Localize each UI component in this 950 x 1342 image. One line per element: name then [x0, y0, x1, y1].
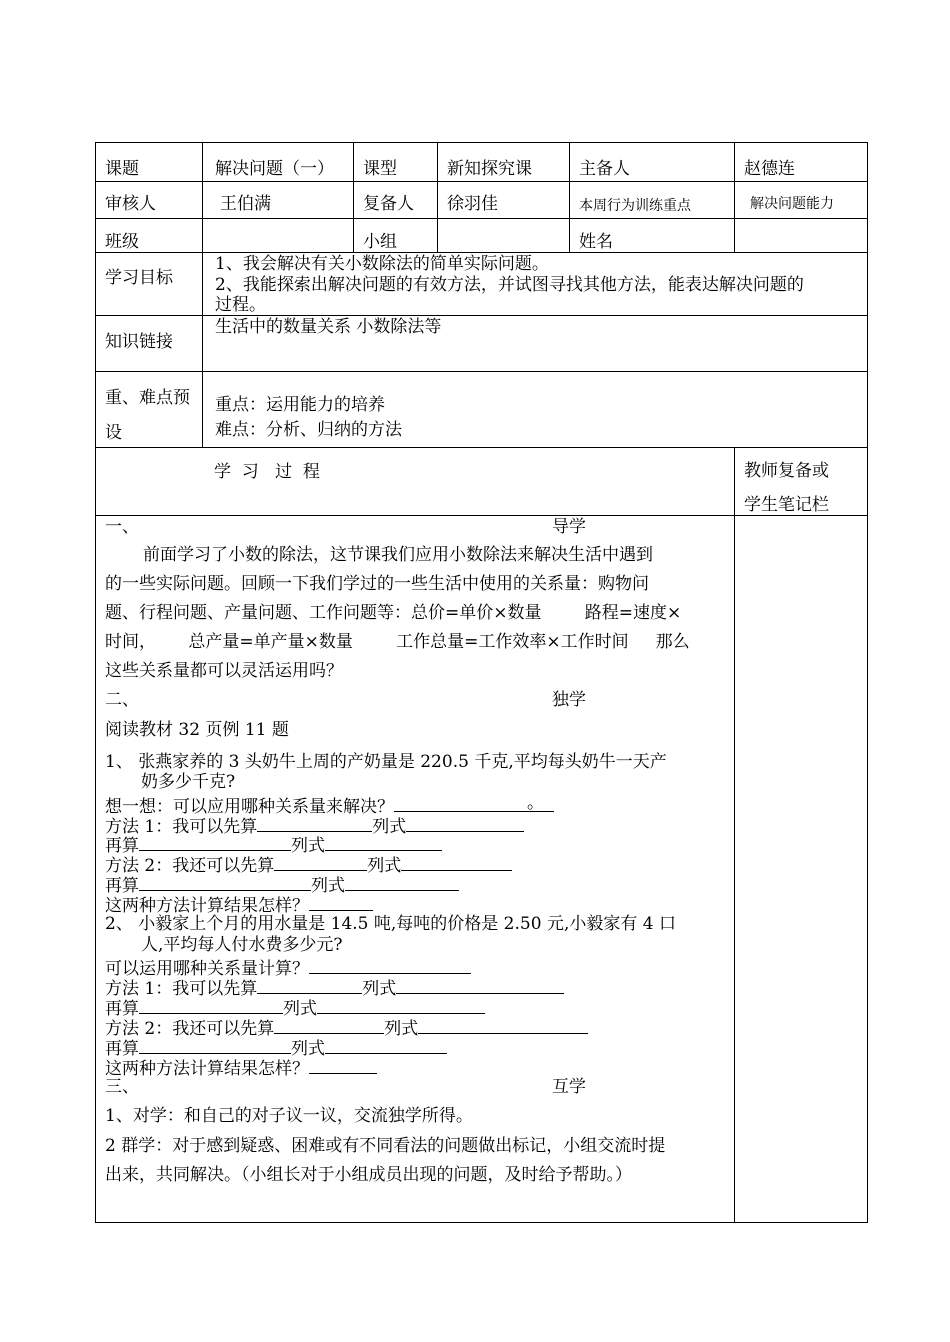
q1-think-period: 。 [527, 793, 544, 813]
row-divider [95, 315, 868, 316]
q2-method-1-formula-label: 列式 [362, 979, 397, 999]
q1-method-2-formula-label: 列式 [367, 856, 402, 876]
value-co-preparer: 徐羽佳 [447, 194, 498, 214]
q2-which-blank[interactable] [309, 957, 471, 974]
goal-2-cont: 过程。 [215, 295, 266, 315]
q1-method-1-then-row [105, 834, 442, 856]
q2-method-2-label: 方法 2：我还可以先算 [105, 1019, 275, 1039]
q2-method-1-then-row [105, 997, 485, 1019]
difficult-point: 难点：分析、归纳的方法 [215, 420, 402, 440]
column-divider [734, 142, 735, 252]
label-reviewer: 审核人 [105, 194, 156, 214]
q2-compare-row [105, 1057, 377, 1079]
intro-line-5: 这些关系量都可以灵活运用吗？ [105, 661, 343, 681]
column-divider [569, 142, 570, 252]
q1-think-row [105, 795, 554, 817]
q2-method-2-formula-label: 列式 [384, 1019, 419, 1039]
q1-method-1-blank[interactable] [257, 815, 372, 832]
value-main-preparer: 赵德连 [744, 159, 795, 179]
label-weekly-focus: 本周行为训练重点 [579, 198, 691, 214]
row-divider [95, 181, 868, 182]
label-knowledge-links: 知识链接 [105, 332, 173, 352]
label-co-preparer: 复备人 [363, 194, 414, 214]
q1-method-1-formula-label: 列式 [372, 817, 407, 837]
label-key-points: 重、难点预 [105, 388, 190, 408]
q2-which-row [105, 957, 471, 979]
q1-method-1-label: 方法 1：我可以先算 [105, 817, 258, 837]
q2-then-blank[interactable] [139, 997, 283, 1014]
q2-method-2-row [105, 1017, 588, 1039]
q2-then-formula-blank[interactable] [317, 997, 485, 1014]
section-2-title: 独学 [552, 690, 586, 710]
question-1: 1、 张燕家养的 3 头奶牛上周的产奶量是 220.5 千克,平均每头奶牛一天产 [105, 752, 667, 772]
q2-method-1-row [105, 977, 564, 999]
q1-method-2-then-row [105, 874, 459, 896]
intro-line-1: 前面学习了小数的除法，这节课我们应用小数除法来解决生活中遇到 [143, 545, 653, 565]
label-main-preparer: 主备人 [579, 159, 630, 179]
row-divider [95, 218, 868, 219]
q2-then-formula-label: 列式 [283, 999, 317, 1019]
q2-method-2-formula-blank[interactable] [418, 1017, 588, 1034]
label-topic: 课题 [105, 159, 139, 179]
q2-method-2-blank[interactable] [274, 1017, 384, 1034]
intro-line-3: 题、行程问题、产量问题、工作问题等：总价=单价×数量 路程=速度× [105, 603, 682, 623]
q1-then-formula-blank[interactable] [325, 834, 442, 851]
value-weekly-focus: 解决问题能力 [750, 196, 834, 212]
notes-column-title: 教师复备或 [744, 461, 829, 481]
q2-method-1-formula-blank[interactable] [396, 977, 564, 994]
q1-think-prompt: 想一想：可以应用哪种关系量来解决？ [105, 797, 394, 817]
column-divider [353, 142, 354, 252]
intro-line-4: 时间， 总产量=单产量×数量 工作总量=工作效率×工作时间 那么 [105, 632, 690, 652]
section-1-number: 一、 [105, 517, 139, 537]
goal-2: 2、我能探索出解决问题的有效方法，并试图寻找其他方法，能表达解决问题的 [215, 275, 804, 295]
label-group: 小组 [363, 232, 397, 252]
notes-column-divider [734, 447, 735, 1223]
row-divider [95, 447, 868, 448]
q2-then-label: 再算 [105, 999, 139, 1019]
q1-then-2-formula-blank[interactable] [345, 874, 459, 891]
process-title: 学 习 过 程 [214, 462, 320, 482]
label-learning-goals: 学习目标 [105, 268, 173, 288]
notes-column-title-cont: 学生笔记栏 [744, 495, 829, 515]
q1-method-1-formula-blank[interactable] [406, 815, 524, 832]
question-2: 2、 小毅家上个月的用水量是 14.5 吨,每吨的价格是 2.50 元,小毅家有 4 口 [105, 914, 676, 934]
column-divider [437, 142, 438, 252]
q2-method-1-label: 方法 1：我可以先算 [105, 979, 258, 999]
section-2-number: 二、 [105, 690, 139, 710]
q2-which-prompt: 可以运用哪种关系量计算？ [105, 959, 309, 979]
q2-then-2-formula-blank[interactable] [325, 1037, 447, 1054]
q2-compare-blank[interactable] [309, 1057, 377, 1074]
group-learning-cont: 出来，共同解决。（小组长对于小组成员出现的问题，及时给予帮助。） [105, 1165, 632, 1185]
label-lesson-type: 课型 [363, 159, 397, 179]
q1-then-blank[interactable] [139, 834, 291, 851]
group-learning: 2 群学：对于感到疑惑、困难或有不同看法的问题做出标记，小组交流时提 [105, 1136, 666, 1156]
column-divider [202, 142, 203, 447]
q2-method-1-blank[interactable] [257, 977, 362, 994]
reading-assignment: 阅读教材 32 页例 11 题 [105, 720, 289, 740]
label-class: 班级 [105, 232, 139, 252]
q2-compare-label: 这两种方法计算结果怎样？ [105, 1059, 309, 1079]
q1-then-label: 再算 [105, 836, 139, 856]
q1-think-blank[interactable] [394, 795, 554, 812]
q1-then-2-blank[interactable] [139, 874, 311, 891]
q1-then-2-formula-label: 列式 [311, 876, 345, 896]
q1-compare-row [105, 894, 373, 916]
intro-line-2: 的一些实际问题。回顾一下我们学过的一些生活中使用的关系量：购物问 [105, 574, 649, 594]
goal-1: 1、我会解决有关小数除法的简单实际问题。 [215, 254, 549, 274]
q2-then-2-blank[interactable] [139, 1037, 291, 1054]
q1-method-2-formula-blank[interactable] [401, 854, 512, 871]
q1-compare-blank[interactable] [309, 894, 373, 911]
question-1-cont: 奶多少千克? [141, 772, 236, 792]
q2-method-2-then-row [105, 1037, 447, 1059]
section-3-title: 互学 [552, 1077, 586, 1097]
label-name: 姓名 [579, 232, 613, 252]
q1-then-formula-label: 列式 [291, 836, 325, 856]
peer-learning: 1、对学：和自己的对子议一议，交流独学所得。 [105, 1106, 473, 1126]
q1-compare-label: 这两种方法计算结果怎样？ [105, 896, 309, 916]
row-divider [95, 371, 868, 372]
row-divider [95, 252, 868, 253]
label-key-points-cont: 设 [105, 423, 122, 443]
question-2-cont: 人,平均每人付水费多少元? [141, 935, 343, 955]
value-topic: 解决问题（一） [215, 159, 334, 179]
q1-method-2-label: 方法 2：我还可以先算 [105, 856, 275, 876]
value-reviewer: 王伯满 [220, 194, 271, 214]
q1-then-2-label: 再算 [105, 876, 139, 896]
section-1-title: 导学 [552, 517, 586, 537]
focus-point: 重点：运用能力的培养 [215, 395, 385, 415]
q1-method-2-row [105, 854, 512, 876]
q2-then-2-formula-label: 列式 [291, 1039, 325, 1059]
value-lesson-type: 新知探究课 [447, 159, 532, 179]
q1-method-2-blank[interactable] [274, 854, 367, 871]
section-3-number: 三、 [105, 1077, 139, 1097]
q2-then-2-label: 再算 [105, 1039, 139, 1059]
knowledge-links-text: 生活中的数量关系 小数除法等 [215, 317, 442, 337]
